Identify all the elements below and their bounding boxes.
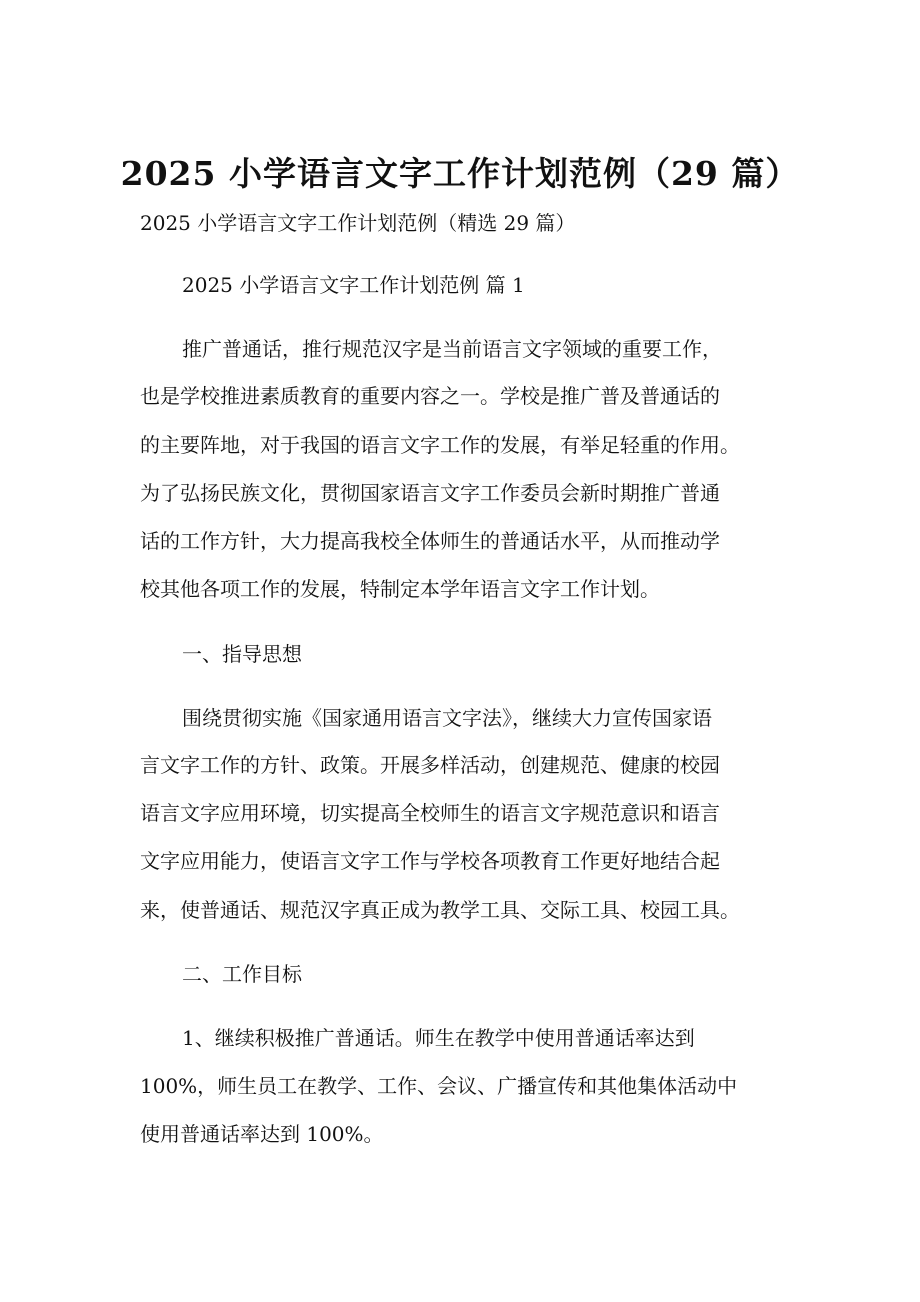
guiding-line: 言文字工作的方针、政策。开展多样活动，创建规范、健康的校园 <box>140 753 720 777</box>
goal-line: 100%，师生员工在教学、工作、会议、广播宣传和其他集体活动中 <box>140 1074 738 1098</box>
goal-line: 1、继续积极推广普通话。师生在教学中使用普通话率达到 <box>182 1026 695 1050</box>
heading-work-goals: 二、工作目标 <box>182 962 302 986</box>
intro-line: 话的工作方针，大力提高我校全体师生的普通话水平，从而推动学 <box>140 529 720 553</box>
section-title: 2025 小学语言文字工作计划范例 篇 1 <box>182 273 525 297</box>
intro-line: 也是学校推进素质教育的重要内容之一。学校是推广普及普通话的 <box>140 384 720 408</box>
guiding-line: 语言文字应用环境，切实提高全校师生的语言文字规范意识和语言 <box>140 801 720 825</box>
document-subtitle: 2025 小学语言文字工作计划范例（精选 29 篇） <box>140 211 576 235</box>
goal-line: 使用普通话率达到 100%。 <box>140 1122 384 1146</box>
intro-line: 推广普通话，推行规范汉字是当前语言文字领域的重要工作， <box>182 337 722 361</box>
guiding-line: 围绕贯彻实施《国家通用语言文字法》，继续大力宣传国家语 <box>182 706 712 730</box>
heading-guiding-ideology: 一、指导思想 <box>182 642 302 666</box>
document-title: 2025 小学语言文字工作计划范例（29 篇） <box>120 154 800 193</box>
intro-line: 为了弘扬民族文化，贯彻国家语言文字工作委员会新时期推广普通 <box>140 481 720 505</box>
guiding-line: 文字应用能力，使语言文字工作与学校各项教育工作更好地结合起 <box>140 849 720 873</box>
intro-line: 的主要阵地，对于我国的语言文字工作的发展，有举足轻重的作用。 <box>140 433 740 457</box>
guiding-line: 来，使普通话、规范汉字真正成为教学工具、交际工具、校园工具。 <box>140 898 740 922</box>
intro-line: 校其他各项工作的发展，特制定本学年语言文字工作计划。 <box>140 577 660 601</box>
